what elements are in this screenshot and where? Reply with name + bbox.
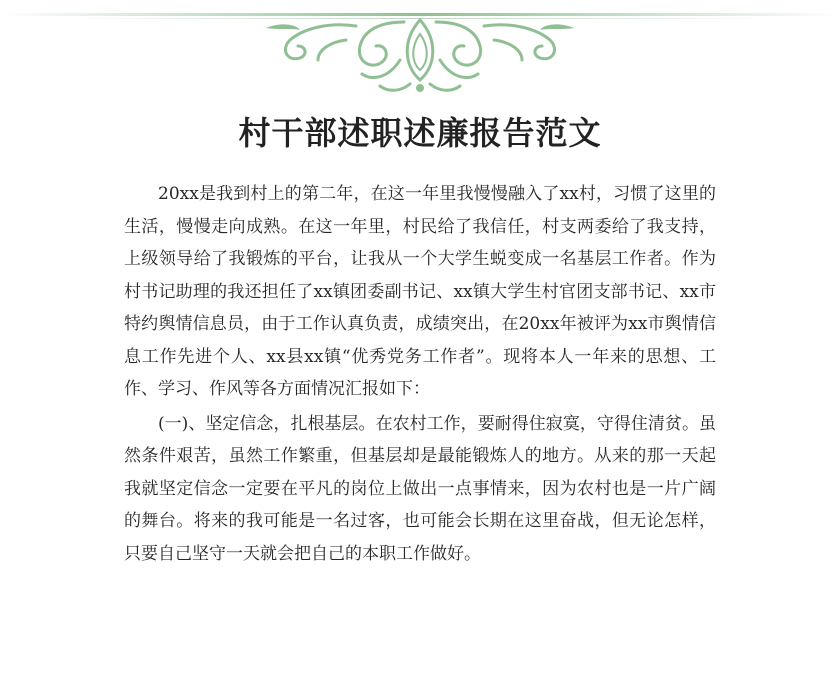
document-body [124,178,716,570]
paragraph: (一)、坚定信念，扎根基层。在农村工作，要耐得住寂寞，守得住清贫。虽然条件艰苦，虽然工作繁重，但基层却是最能锻炼人的地方。从来的那一天起我就坚定信念一定要在平凡的岗位上做出一点事情来，因为农村也是一片广阔的舞台。将来的我可能是一名过客，也可能会长期在这里奋战，但无论怎样，只要自己坚守一天就会把自己的本职工作做好。 [124,413,716,564]
header-ornament-icon [0,0,840,100]
document-title: 村干部述职述廉报告范文 [238,114,602,152]
paragraph: 20xx是我到村上的第二年，在这一年里我慢慢融入了xx村，习惯了这里的生活，慢慢走向成熟。在这一年里，村民给了我信任，村支两委给了我支持，上级领导给了我锻炼的平台，让我从一个大学生蜕变成一名基层工作者。作为村书记助理的我还担任了xx镇团委副书记、xx镇大学生村官团支部书记、xx市特约舆情信息员，由于工作认真负责，成绩突出，在20xx年被评为xx市舆情信息工作先进个人、xx县xx镇“优秀党务工作者”。现将本人一年来的思想、工作、学习、作风等各方面情况汇报如下： [124,184,716,399]
